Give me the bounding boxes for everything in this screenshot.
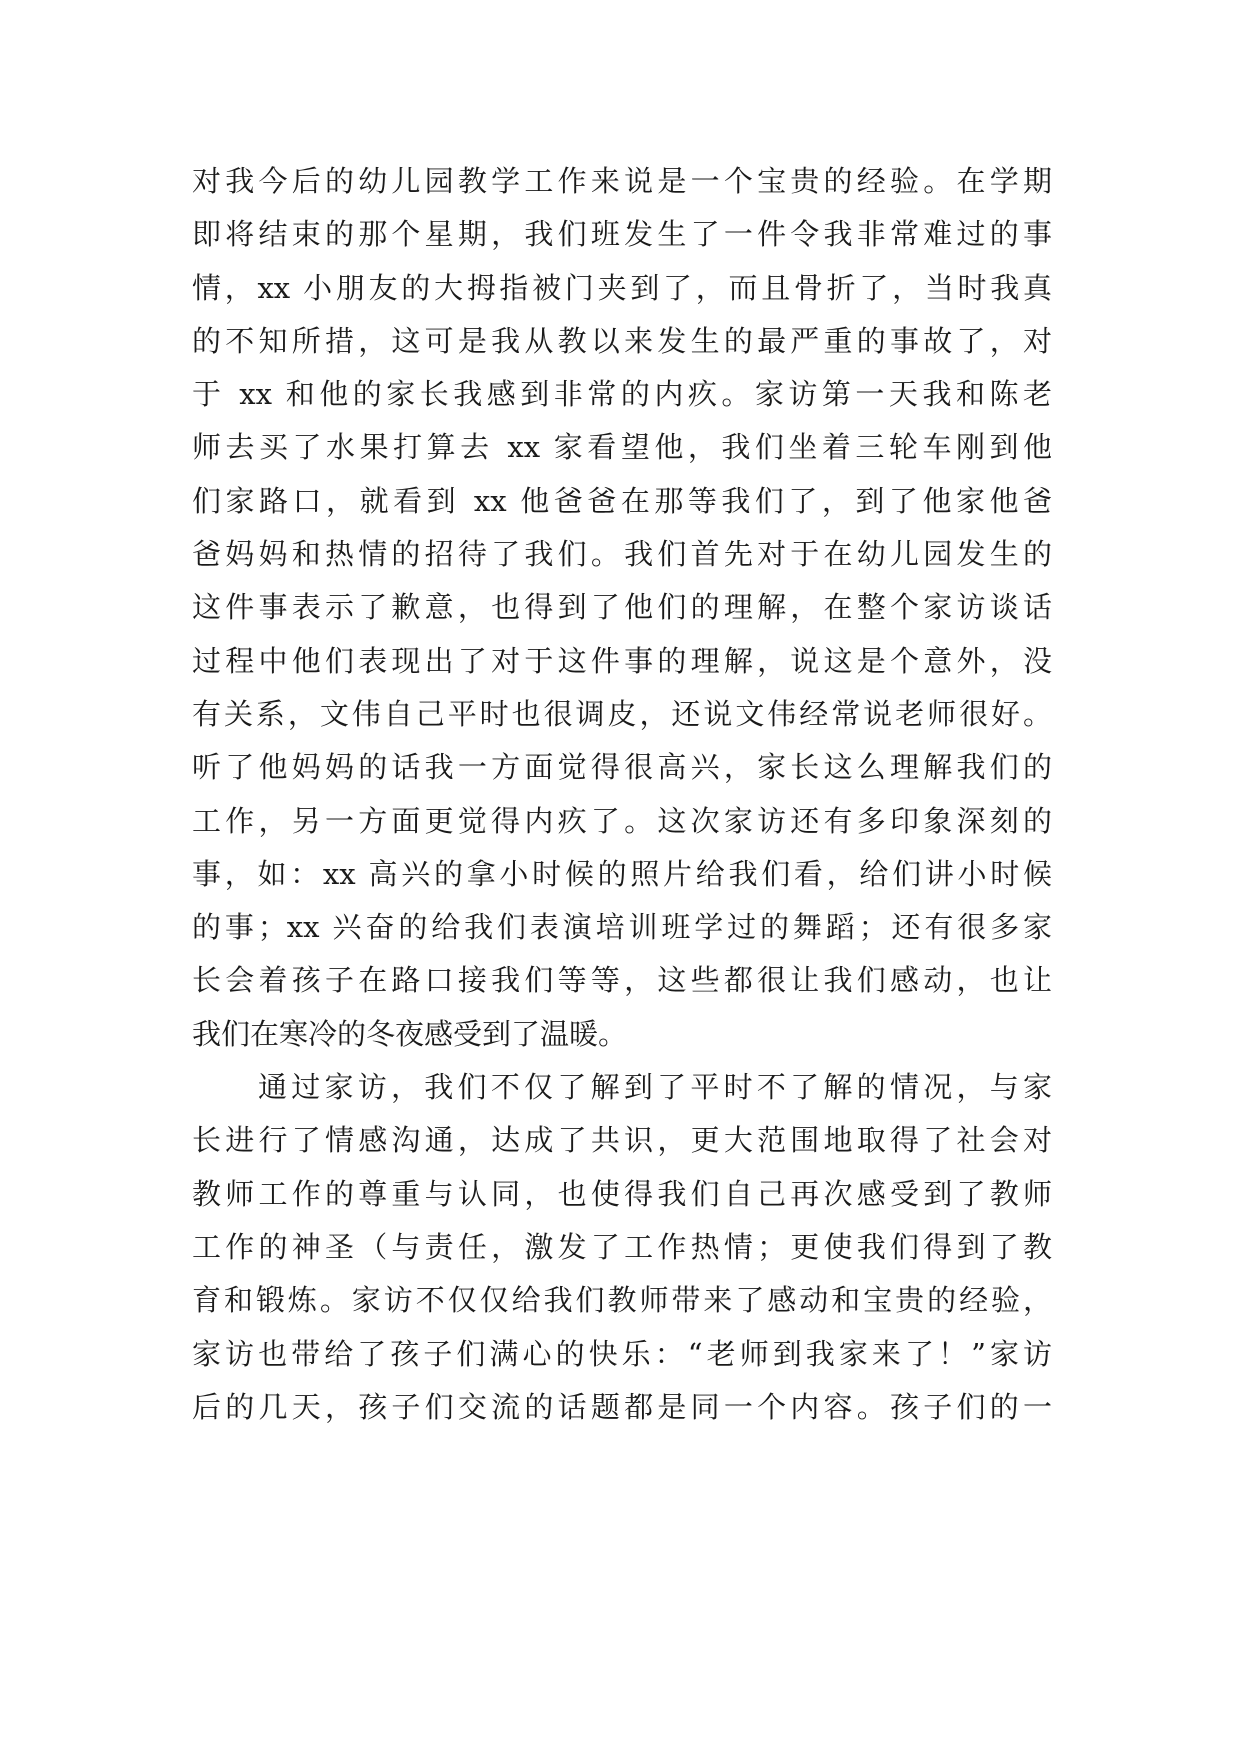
text-line: 后的几天，孩子们交流的话题都是同一个内容。孩子们的一 <box>192 1389 1052 1424</box>
text-line: 爸妈妈和热情的招待了我们。我们首先对于在幼儿园发生的 <box>192 537 1052 572</box>
document-body <box>192 155 1052 1434</box>
text-line: 对我今后的幼儿园教学工作来说是一个宝贵的经验。在学期 <box>192 164 1052 198</box>
text-line: 长进行了情感沟通，达成了共识，更大范围地取得了社会对 <box>192 1123 1052 1158</box>
text-line: 有关系，文伟自己平时也很调皮，还说文伟经常说老师很好。 <box>192 696 1052 731</box>
text-line: 即将结束的那个星期，我们班发生了一件令我非常难过的事 <box>192 217 1052 252</box>
text-line: 的不知所措，这可是我从教以来发生的最严重的事故了，对 <box>192 323 1052 358</box>
text-line: 通过家访，我们不仅了解到了平时不了解的情况，与家 <box>258 1070 1052 1105</box>
paragraph-2 <box>192 1061 1052 1434</box>
text-line: 教师工作的尊重与认同，也使得我们自己再次感受到了教师 <box>192 1176 1052 1211</box>
text-line: 情，xx 小朋友的大拇指被门夹到了，而且骨折了，当时我真 <box>192 270 1052 305</box>
text-line: 育和锻炼。家访不仅仅给我们教师带来了感动和宝贵的经验， <box>192 1283 1052 1318</box>
paragraph-1 <box>192 155 1052 1061</box>
text-line: 事，如：xx 高兴的拿小时候的照片给我们看，给们讲小时候 <box>192 856 1052 891</box>
text-line: 的事；xx 兴奋的给我们表演培训班学过的舞蹈；还有很多家 <box>192 910 1052 945</box>
text-line: 家访也带给了孩子们满心的快乐：“老师到我家来了！”家访 <box>192 1336 1052 1371</box>
text-line: 这件事表示了歉意，也得到了他们的理解，在整个家访谈话 <box>192 590 1052 625</box>
text-line: 师去买了水果打算去 xx 家看望他，我们坐着三轮车刚到他 <box>192 430 1052 465</box>
text-line: 我们在寒冷的冬夜感受到了温暖。 <box>192 1016 628 1051</box>
text-line: 们家路口，就看到 xx 他爸爸在那等我们了，到了他家他爸 <box>192 483 1052 518</box>
text-line: 工作的神圣（与责任，激发了工作热情；更使我们得到了教 <box>192 1229 1052 1264</box>
text-line: 长会着孩子在路口接我们等等，这些都很让我们感动，也让 <box>192 963 1052 998</box>
text-line: 过程中他们表现出了对于这件事的理解，说这是个意外，没 <box>192 643 1052 678</box>
text-line: 听了他妈妈的话我一方面觉得很高兴，家长这么理解我们的 <box>192 750 1052 785</box>
text-line: 工作，另一方面更觉得内疚了。这次家访还有多印象深刻的 <box>192 803 1052 838</box>
text-line: 于 xx 和他的家长我感到非常的内疚。家访第一天我和陈老 <box>192 377 1052 412</box>
